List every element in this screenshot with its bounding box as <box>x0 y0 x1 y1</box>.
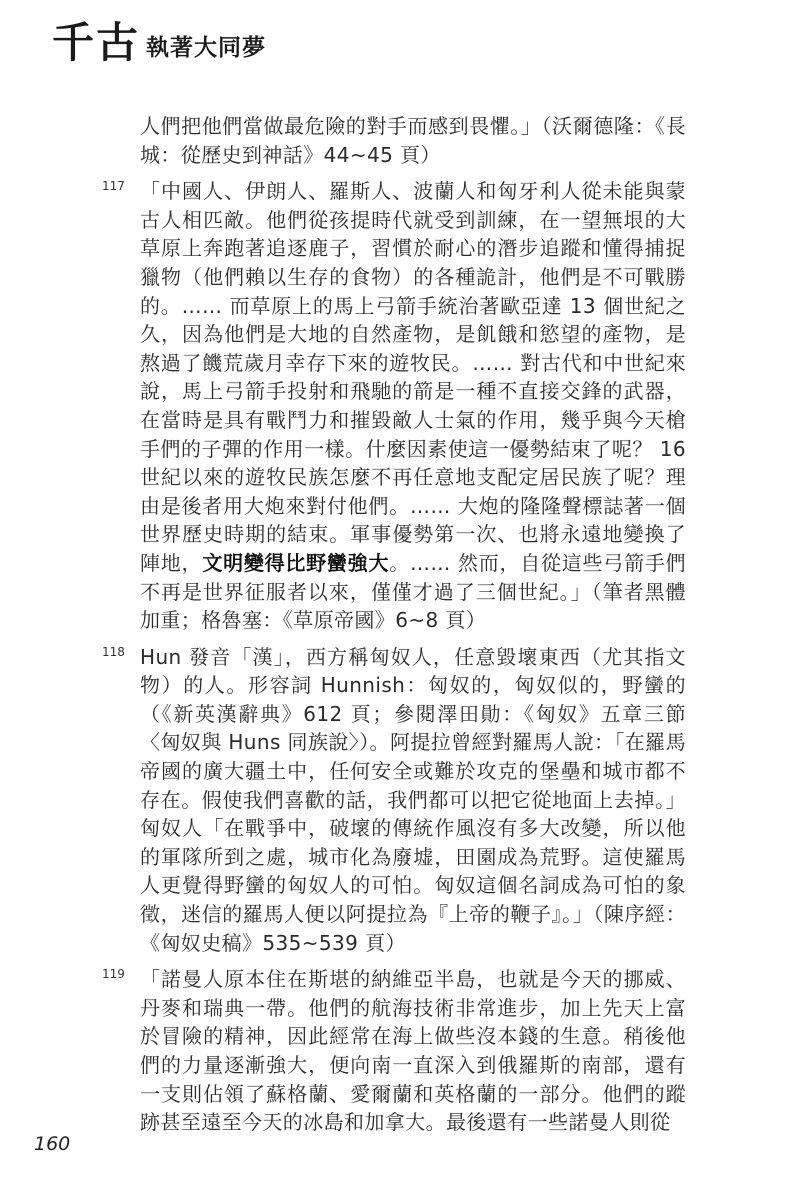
page-body <box>102 112 687 1137</box>
footnote-text-continued: 。…… 然而，自從這些弓箭手們不再是世界征服者以來，僅僅才過了三個世紀。」（筆者黑體加重；格魯塞：《草原帝國》6~8 頁） <box>140 550 687 633</box>
book-title-small: 執著大同夢 <box>146 34 267 61</box>
footnote-text: Hun 發音「漢」，西方稱匈奴人，任意毀壞東西（尤其指文物）的人。形容詞 Hunnish：匈奴的，匈奴似的，野蠻的（《新英漢辭典》612 頁；參閱澤田勛：《匈奴》五章三節〈匈奴與 Huns 同族說〉）。阿提拉曾經對羅馬人說：「在羅馬帝國的廣大疆土中，任何安全或難於攻克的堡壘和城市都不存在。假使我們喜歡的話，我們都可以把它從地面上去掉。」匈奴人「在戰爭中，破壞的傳統作風沒有多大改變，所以他的軍隊所到之處，城市化為廢墟，田園成為荒野。這使羅馬人更覺得野蠻的匈奴人的可怕。匈奴這個名詞成為可怕的象徵，迷信的羅馬人便以阿提拉為『上帝的鞭子』。」（陳序經：《匈奴史稿》535~539 頁） <box>140 644 686 955</box>
footnote-number: 117 <box>102 179 125 194</box>
page-number: 160 <box>34 1133 71 1155</box>
running-header <box>52 18 267 67</box>
footnote-bold-text: 文明變得比野蠻強大 <box>202 550 390 575</box>
footnote-text: 「諾曼人原本住在斯堪的納維亞半島，也就是今天的挪威、丹麥和瑞典一帶。他們的航海技術非常進步，加上先天上富於冒險的精神，因此經常在海上做些沒本錢的生意。稍後他們的力量逐漸強大，便向南一直深入到俄羅斯的南部，還有一支則佔領了蘇格蘭、愛爾蘭和英格蘭的一部分。他們的蹤跡甚至遠至今天的冰島和加拿大。最後還有一些諾曼人則從 <box>140 967 686 1135</box>
footnote-text: 「中國人、伊朗人、羅斯人、波蘭人和匈牙利人從未能與蒙古人相匹敵。他們從孩提時代就受到訓練，在一望無垠的大草原上奔跑著追逐鹿子，習慣於耐心的潛步追蹤和懂得捕捉獵物（他們賴以生存的食物）的各種詭計，他們是不可戰勝的。…… 而草原上的馬上弓箭手統治著歐亞達 13 個世紀之久，因為他們是大地的自然產物，是飢餓和慾望的產物，是熬過了饑荒歲月幸存下來的遊牧民。…… 對古代和中世紀來說，馬上弓箭手投射和飛馳的箭是一種不直接交鋒的武器，在當時是具有戰鬥力和摧毀敵人士氣的作用，幾乎與今天槍手們的子彈的作用一樣。什麼因素使這一優勢結束了呢？ 16世紀以來的遊牧民族怎麼不再任意地支配定居民族了呢？理由是後者用大炮來對付他們。…… 大炮的隆隆聲標誌著一個世界歷史時期的結束。軍事優勢第一次、也將永遠地變換了陣地， <box>140 179 686 575</box>
footnote-number: 119 <box>102 967 125 982</box>
footnote-118 <box>102 643 686 958</box>
continued-note-text: 人們把他們當做最危險的對手而感到畏懼。」（沃爾德隆：《長城：從歷史到神話》44~45 頁） <box>140 114 686 167</box>
book-title-large: 千古 <box>52 18 141 67</box>
footnote-117 <box>102 177 687 635</box>
footnote-number: 118 <box>102 644 125 659</box>
footnote-119 <box>102 965 686 1137</box>
